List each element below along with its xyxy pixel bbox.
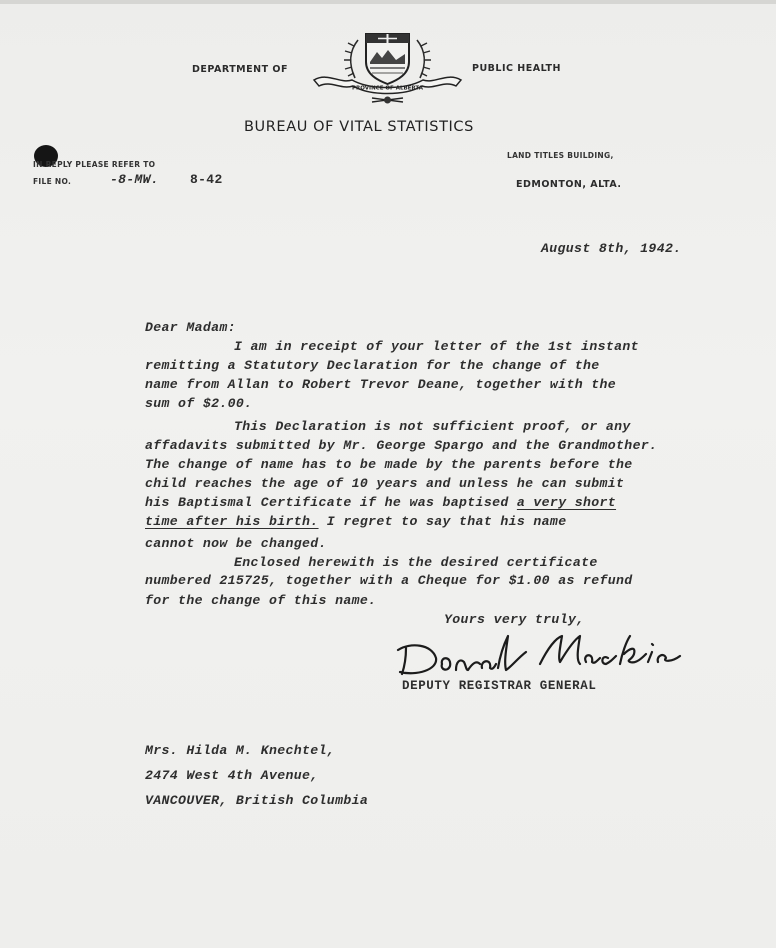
letterhead-department-right: PUBLIC HEALTH bbox=[472, 63, 561, 74]
p1-line-1: I am in receipt of your letter of the 1st instant bbox=[234, 339, 639, 354]
p2-line-2: affadavits submitted by Mr. George Spargo and the Grandmother. bbox=[145, 438, 658, 453]
p2-line-5 bbox=[145, 495, 616, 510]
p2-line-7: cannot now be changed. bbox=[145, 536, 327, 551]
p1-line-3: name from Allan to Robert Trevor Deane, together with the bbox=[145, 377, 617, 392]
p1-line-4: sum of $2.00. bbox=[145, 396, 253, 411]
underlined-phrase-end: time after his birth. bbox=[145, 514, 319, 529]
bureau-title: BUREAU OF VITAL STATISTICS bbox=[244, 119, 474, 135]
alberta-crest-icon bbox=[310, 28, 465, 106]
p1-line-2: remitting a Statutory Declaration for the change of the bbox=[145, 358, 600, 373]
city-address: EDMONTON, ALTA. bbox=[516, 179, 622, 190]
p2-line-3: The change of name has to be made by the parents before the bbox=[145, 457, 633, 472]
p3-line-3: for the change of this name. bbox=[145, 593, 377, 608]
letter-date: August 8th, 1942. bbox=[541, 241, 682, 256]
p2-line-6-text: I regret to say that his name bbox=[318, 514, 567, 529]
closing: Yours very truly, bbox=[444, 612, 585, 627]
p3-line-1: Enclosed herewith is the desired certificate bbox=[234, 555, 598, 570]
file-label: FILE NO. bbox=[33, 177, 72, 186]
p3-line-2: numbered 215725, together with a Cheque for $1.00 as refund bbox=[145, 573, 633, 588]
signature-name: Donald Mackie bbox=[390, 628, 398, 629]
p2-line-6 bbox=[145, 514, 566, 529]
reply-instruction: IN REPLY PLEASE REFER TO bbox=[33, 160, 156, 169]
recipient-city: VANCOUVER, British Columbia bbox=[145, 793, 369, 808]
underlined-phrase-start: a very short bbox=[516, 495, 617, 510]
signer-title: DEPUTY REGISTRAR GENERAL bbox=[402, 679, 597, 693]
building-address: LAND TITLES BUILDING, bbox=[507, 151, 614, 160]
recipient-street: 2474 West 4th Avenue, bbox=[145, 768, 319, 783]
recipient-name: Mrs. Hilda M. Knechtel, bbox=[145, 743, 336, 758]
letterhead-department-left: DEPARTMENT OF bbox=[192, 64, 288, 75]
file-reference: 8-42 bbox=[190, 172, 223, 187]
p2-line-4: child reaches the age of 10 years and unless he can submit bbox=[145, 476, 625, 491]
crest-motto: PROVINCE OF ALBERTA bbox=[351, 85, 424, 92]
salutation: Dear Madam: bbox=[145, 320, 236, 335]
p2-line-1: This Declaration is not sufficient proof, or any bbox=[234, 419, 631, 434]
paper-top-edge bbox=[0, 0, 776, 4]
file-number: -8-MW. bbox=[110, 172, 159, 187]
p2-line-5-text: his Baptismal Certificate if he was baptised bbox=[145, 495, 517, 510]
